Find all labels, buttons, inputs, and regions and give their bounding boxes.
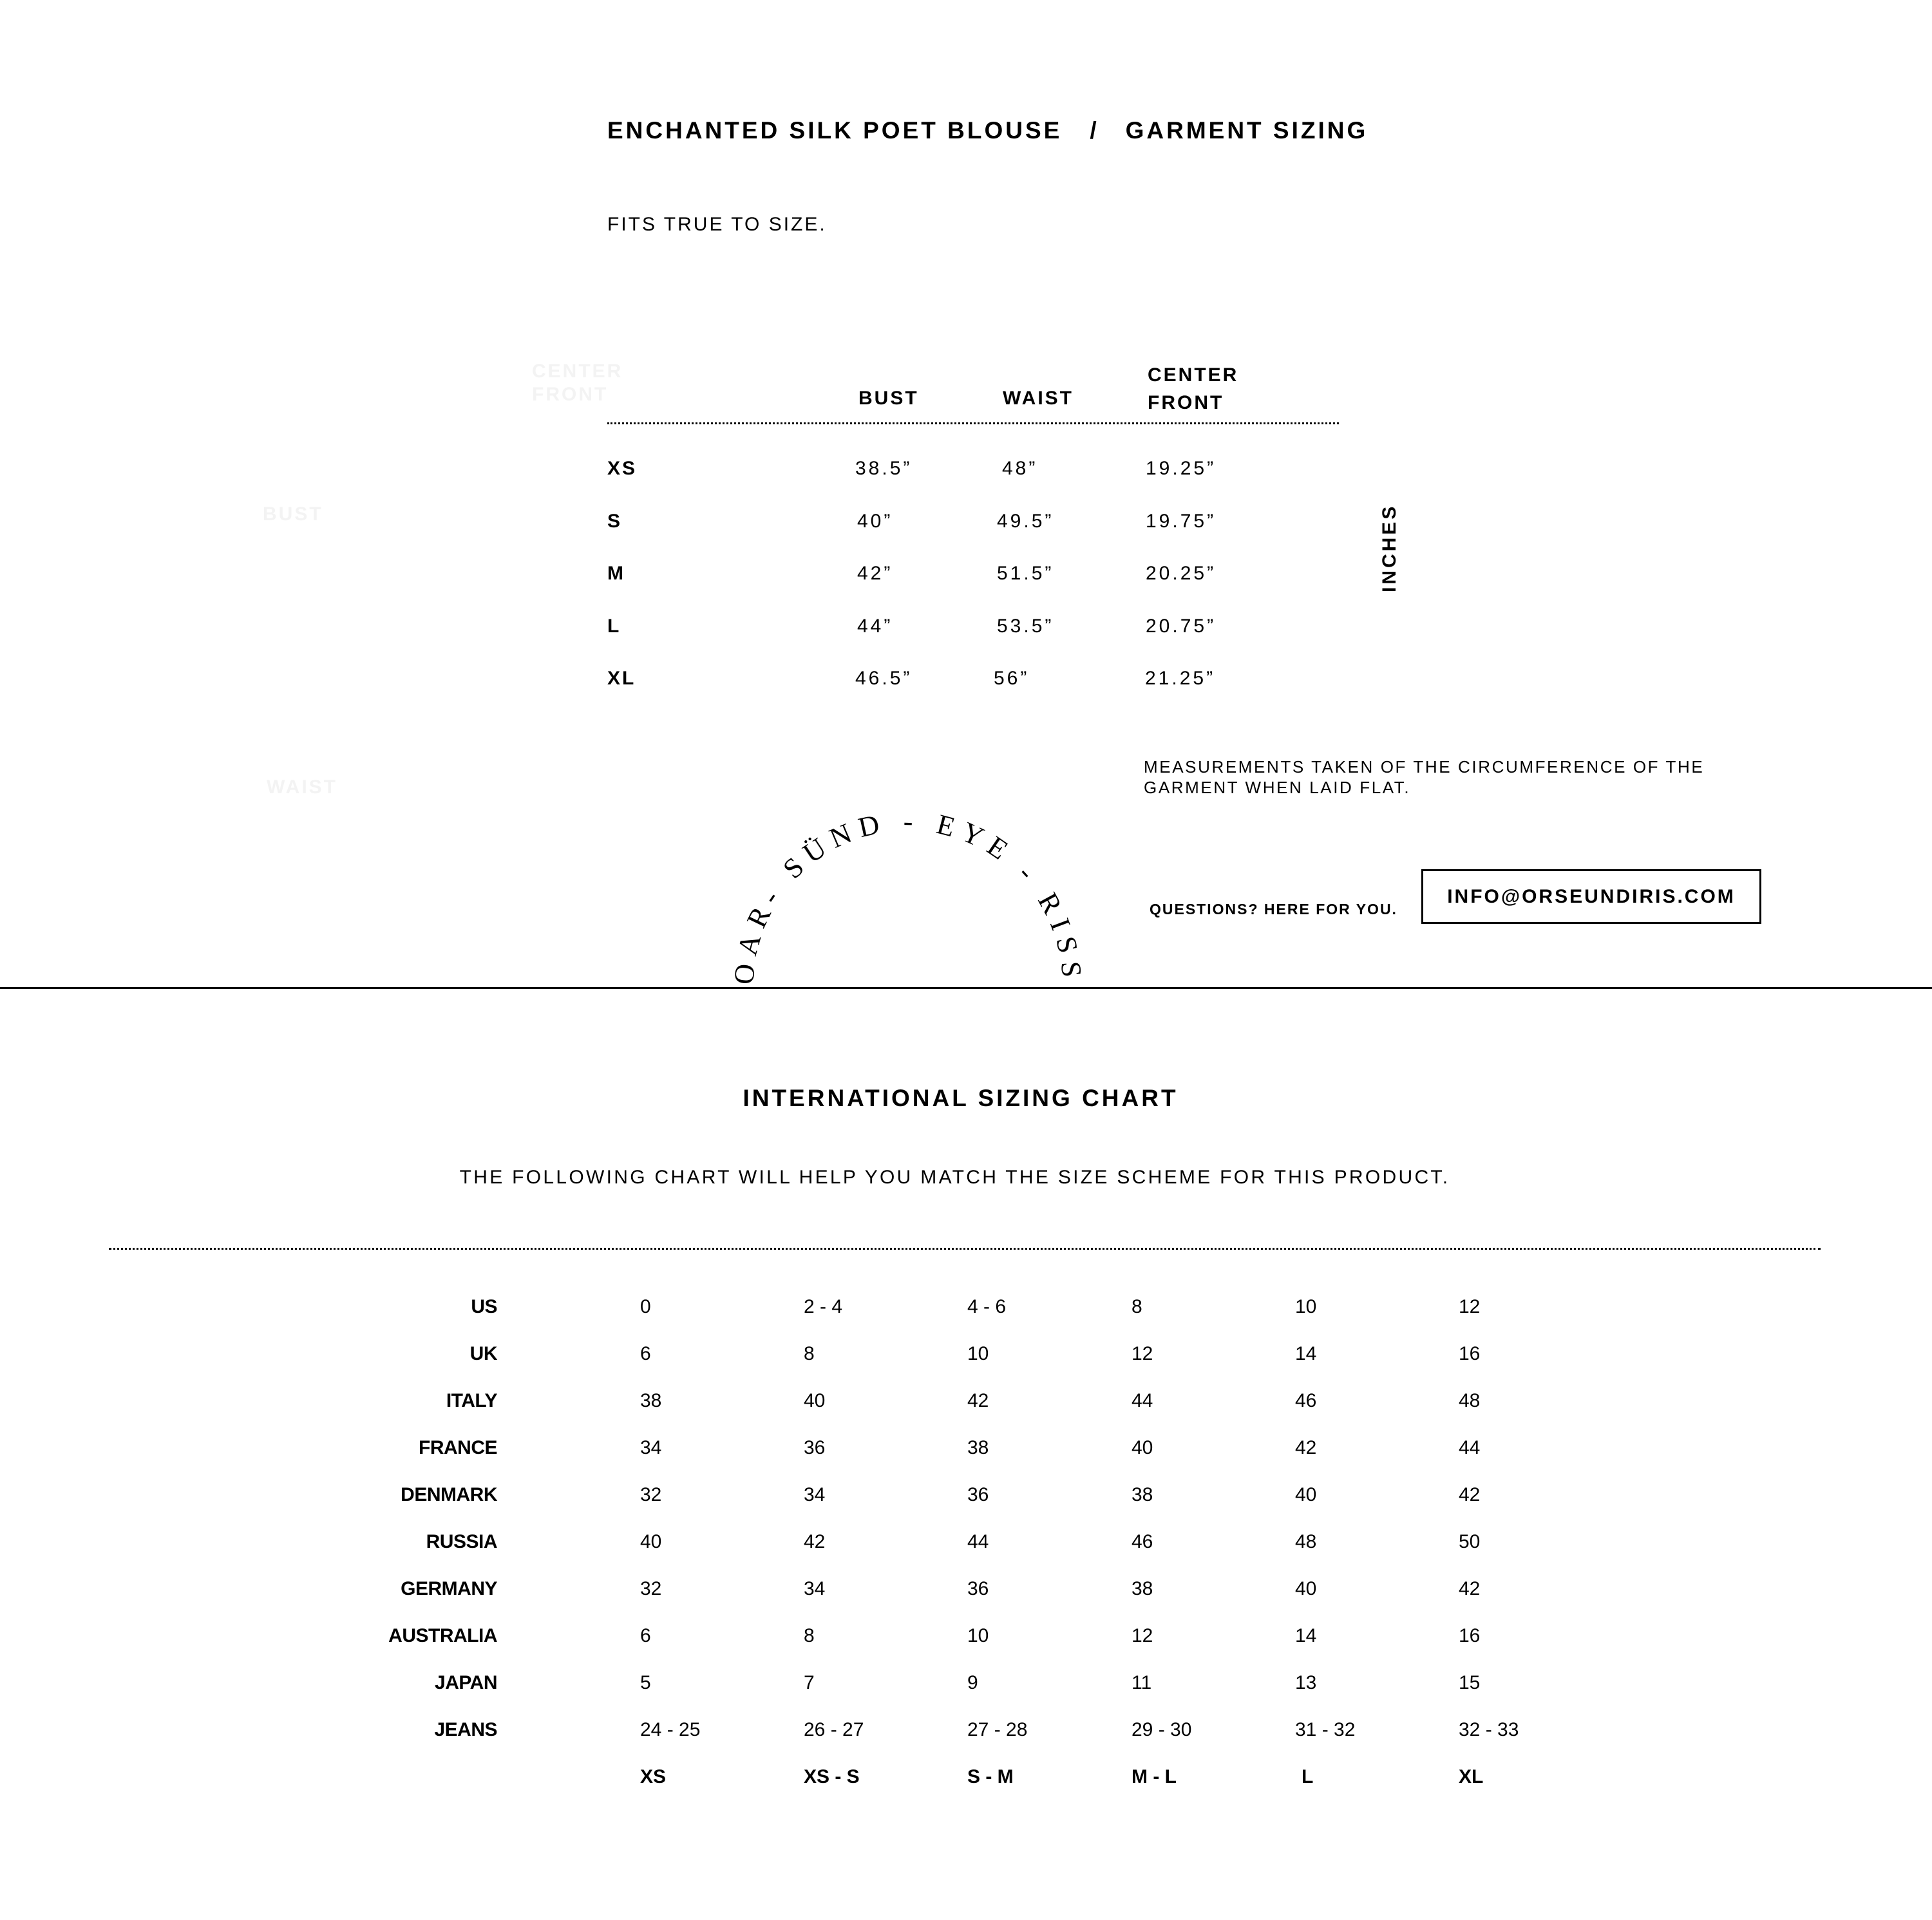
size-value: 15 — [1459, 1672, 1481, 1693]
size-value: 42 — [1459, 1578, 1481, 1599]
column-header-center-front — [1148, 361, 1238, 417]
size-value: 44 — [1132, 1390, 1153, 1411]
size-value: 4 - 6 — [967, 1296, 1007, 1317]
waist-value: 56” — [994, 668, 1030, 689]
size-value: 9 — [967, 1672, 978, 1693]
size-value: 34 — [804, 1578, 826, 1599]
waist-value: 49.5” — [997, 511, 1054, 532]
center-front-value: 19.25” — [1146, 458, 1217, 479]
size-value: 36 — [967, 1484, 989, 1505]
letter-size: L — [1302, 1766, 1314, 1787]
size-value: 36 — [967, 1578, 989, 1599]
international-title: INTERNATIONAL SIZING CHART — [743, 1085, 1179, 1111]
country-label: RUSSIA — [426, 1531, 497, 1552]
size-value: 38 — [967, 1437, 989, 1458]
size-value: 2 - 4 — [804, 1296, 843, 1317]
size-value: 32 — [640, 1484, 662, 1505]
size-value: 40 — [804, 1390, 826, 1411]
size-value: 50 — [1459, 1531, 1481, 1552]
header-divider — [607, 422, 1339, 424]
size-value: 32 - 33 — [1459, 1719, 1519, 1740]
size-value: 46 — [1132, 1531, 1153, 1552]
size-value: 10 — [1295, 1296, 1317, 1317]
size-value: 6 — [640, 1625, 651, 1646]
bust-value: 42” — [857, 563, 893, 584]
fit-note: FITS TRUE TO SIZE. — [607, 214, 827, 235]
unit-label-inches: INCHES — [1379, 504, 1400, 592]
size-value: 12 — [1132, 1625, 1153, 1646]
size-value: 14 — [1295, 1343, 1317, 1364]
center-front-value: 21.25” — [1145, 668, 1216, 689]
size-value: 42 — [804, 1531, 826, 1552]
diagram-label-bust: BUST — [263, 504, 323, 525]
size-label: M — [607, 563, 625, 584]
center-front-value: 20.25” — [1146, 563, 1217, 584]
center-front-value: 19.75” — [1146, 511, 1217, 532]
size-value: 10 — [967, 1625, 989, 1646]
diagram-label-waist: WAIST — [267, 776, 337, 798]
questions-text: QUESTIONS? HERE FOR YOU. — [1150, 901, 1397, 918]
size-value: 40 — [1132, 1437, 1153, 1458]
size-value: 34 — [640, 1437, 662, 1458]
size-value: 26 - 27 — [804, 1719, 864, 1740]
product-title — [607, 117, 1368, 144]
country-label: UK — [469, 1343, 497, 1364]
country-label: DENMARK — [401, 1484, 497, 1505]
country-label: JEANS — [434, 1719, 497, 1740]
size-value: 12 — [1459, 1296, 1481, 1317]
letter-size: XL — [1459, 1766, 1484, 1787]
size-value: 40 — [1295, 1578, 1317, 1599]
country-label: GERMANY — [401, 1578, 497, 1599]
size-value: 40 — [640, 1531, 662, 1552]
size-value: 14 — [1295, 1625, 1317, 1646]
diagram-label-center-front: CENTER FRONT — [532, 361, 623, 405]
email-address: INFO@ORSEUNDIRIS.COM — [1447, 885, 1736, 907]
size-value: 42 — [967, 1390, 989, 1411]
center-front-value: 20.75” — [1146, 616, 1217, 637]
brand-logo — [721, 798, 1095, 992]
size-value: 16 — [1459, 1625, 1481, 1646]
waist-value: 53.5” — [997, 616, 1054, 637]
section-divider — [0, 987, 1932, 989]
size-value: 11 — [1132, 1672, 1152, 1693]
size-value: 8 — [1132, 1296, 1142, 1317]
size-value: 24 - 25 — [640, 1719, 701, 1740]
size-value: 34 — [804, 1484, 826, 1505]
letter-size: XS - S — [804, 1766, 860, 1787]
size-value: 46 — [1295, 1390, 1317, 1411]
size-value: 27 - 28 — [967, 1719, 1028, 1740]
size-value: 40 — [1295, 1484, 1317, 1505]
size-value: 8 — [804, 1625, 815, 1646]
size-value: 29 - 30 — [1132, 1719, 1192, 1740]
size-value: 32 — [640, 1578, 662, 1599]
size-value: 12 — [1132, 1343, 1153, 1364]
size-value: 42 — [1295, 1437, 1317, 1458]
size-value: 10 — [967, 1343, 989, 1364]
bust-value: 38.5” — [855, 458, 913, 479]
size-value: 44 — [967, 1531, 989, 1552]
column-header-center-front-line2: FRONT — [1148, 392, 1224, 413]
size-value: 48 — [1295, 1531, 1317, 1552]
size-value: 31 - 32 — [1295, 1719, 1356, 1740]
brand-logo-text: OAR- SÜND - EYE - RISS — [728, 805, 1088, 986]
bust-value: 44” — [857, 616, 893, 637]
waist-value: 51.5” — [997, 563, 1054, 584]
size-value: 5 — [640, 1672, 651, 1693]
country-label: JAPAN — [435, 1672, 497, 1693]
column-header-waist: WAIST — [1003, 388, 1074, 409]
country-label: AUSTRALIA — [388, 1625, 497, 1646]
column-header-center-front-line1: CENTER — [1148, 364, 1239, 386]
size-value: 36 — [804, 1437, 826, 1458]
letter-size: S - M — [967, 1766, 1014, 1787]
letter-size: XS — [640, 1766, 667, 1787]
size-label: XS — [607, 458, 638, 479]
section-name: GARMENT SIZING — [1125, 117, 1368, 144]
size-value: 38 — [1132, 1484, 1153, 1505]
size-value: 0 — [640, 1296, 651, 1317]
size-value: 13 — [1295, 1672, 1317, 1693]
measurement-note: MEASUREMENTS TAKEN OF THE CIRCUMFERENCE OF THE GARMENT WHEN LAID FLAT. — [1144, 757, 1705, 797]
country-label: FRANCE — [419, 1437, 497, 1458]
country-label: US — [471, 1296, 497, 1317]
size-value: 6 — [640, 1343, 651, 1364]
column-header-bust: BUST — [858, 388, 919, 409]
bust-value: 46.5” — [855, 668, 913, 689]
size-value: 7 — [804, 1672, 815, 1693]
size-label: S — [607, 511, 623, 532]
bust-value: 40” — [857, 511, 893, 532]
title-separator: / — [1090, 117, 1099, 144]
size-value: 8 — [804, 1343, 815, 1364]
size-label: L — [607, 616, 621, 637]
email-link[interactable] — [1421, 869, 1761, 924]
international-subtitle: THE FOLLOWING CHART WILL HELP YOU MATCH THE SIZE SCHEME FOR THIS PRODUCT. — [459, 1167, 1450, 1188]
size-value: 44 — [1459, 1437, 1481, 1458]
chart-divider — [109, 1248, 1821, 1250]
size-value: 38 — [1132, 1578, 1153, 1599]
size-label: XL — [607, 668, 636, 689]
size-value: 16 — [1459, 1343, 1481, 1364]
size-value: 48 — [1459, 1390, 1481, 1411]
letter-size: M - L — [1132, 1766, 1177, 1787]
size-value: 38 — [640, 1390, 662, 1411]
waist-value: 48” — [1002, 458, 1038, 479]
size-value: 42 — [1459, 1484, 1481, 1505]
product-name: ENCHANTED SILK POET BLOUSE — [607, 117, 1063, 144]
country-label: ITALY — [446, 1390, 497, 1411]
